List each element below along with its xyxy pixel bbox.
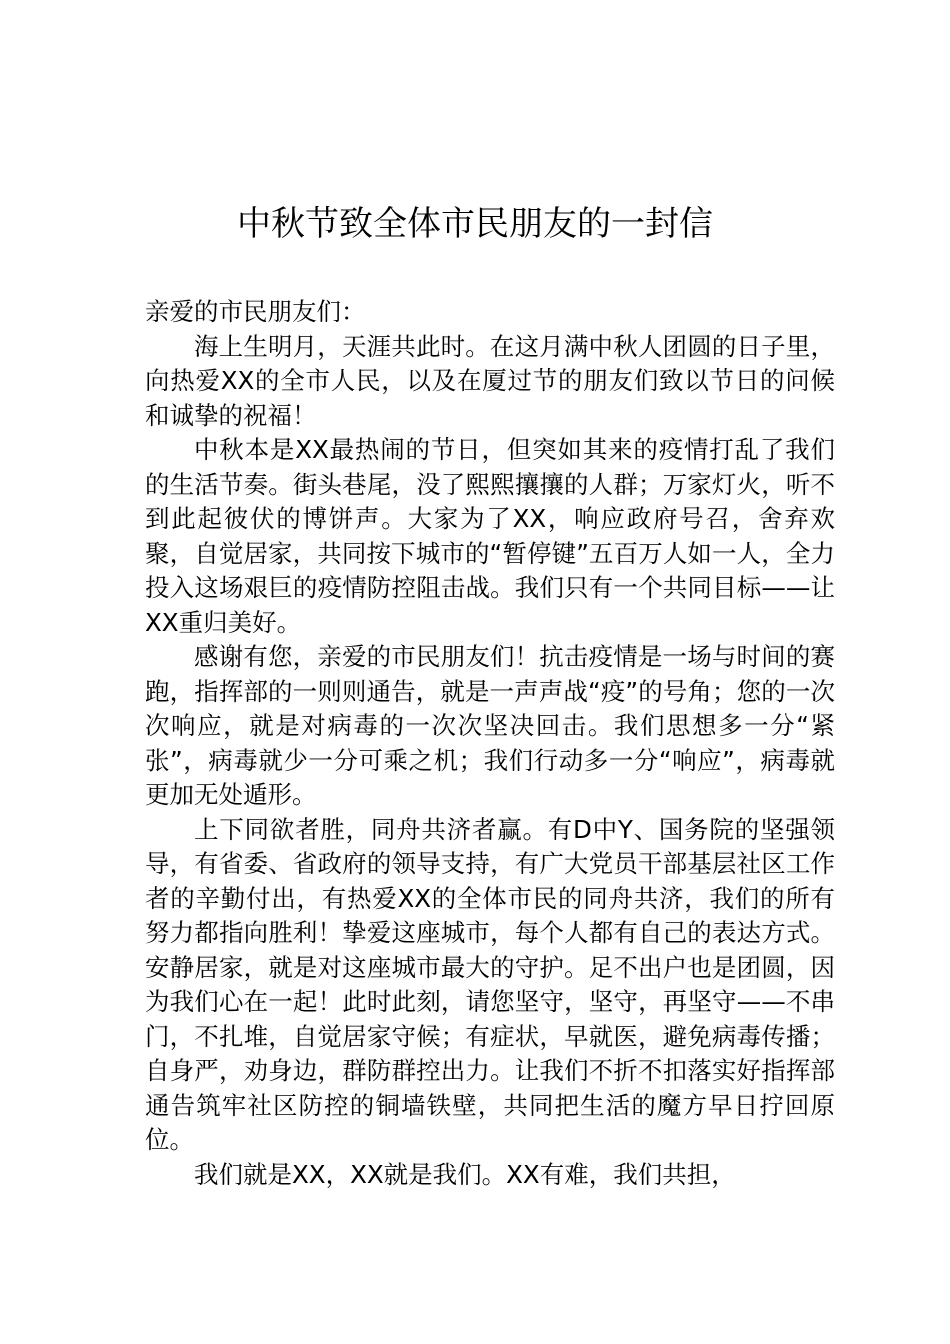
- paragraph-5: 我们就是XX，XX就是我们。XX有难，我们共担，: [194, 1159, 736, 1189]
- letter-body: [145, 295, 835, 1192]
- page-title: 中秋节致全体市民朋友的一封信: [237, 204, 713, 244]
- paragraph-2: 中秋本是XX最热闹的节日，但突如其来的疫情打乱了我们的生活节奏。街头巷尾，没了熙熙攘攘的人群；万家灯火，听不到此起彼伏的博饼声。大家为了XX，响应政府号召，舍弃欢聚，自觉居家，共同按下城市的“暂停键”五百万人如一人，全力投入这场艰巨的疫情防控阻击战。我们只有一个共同目标——让XX重归美好。: [145, 435, 835, 637]
- letter-greeting: 亲爱的市民朋友们：: [145, 297, 366, 326]
- paragraph-1: 海上生明月，天涯共此时。在这月满中秋人团圆的日子里，向热爱XX的全市人民，以及在厦过节的朋友们致以节日的问候和诚挚的祝福！: [145, 331, 835, 430]
- paragraph-3: 感谢有您，亲爱的市民朋友们！抗击疫情是一场与时间的赛跑，指挥部的一则则通告，就是一声声战“疫”的号角；您的一次次响应，就是对病毒的一次次坚决回击。我们思想多一分“紧张”，病毒就少一分可乘之机；我们行动多一分“响应”，病毒就更加无处遁形。: [145, 642, 835, 809]
- paragraph-4: 上下同欲者胜，同舟共济者赢。有D中Y、国务院的坚强领导，有省委、省政府的领导支持，有广大党员干部基层社区工作者的辛勤付出，有热爱XX的全体市民的同舟共济，我们的所有努力都指向胜利！挚爱这座城市，每个人都有自己的表达方式。安静居家，就是对这座城市最大的守护。足不出户也是团圆，因为我们心在一起！此时此刻，请您坚守，坚守，再坚守——不串门，不扎堆，自觉居家守候；有症状，早就医，避免病毒传播；自身严，劝身边，群防群控出力。让我们不折不扣落实好指挥部通告筑牢社区防控的铜墙铁壁，共同把生活的魔方早日拧回原位。: [145, 814, 835, 1154]
